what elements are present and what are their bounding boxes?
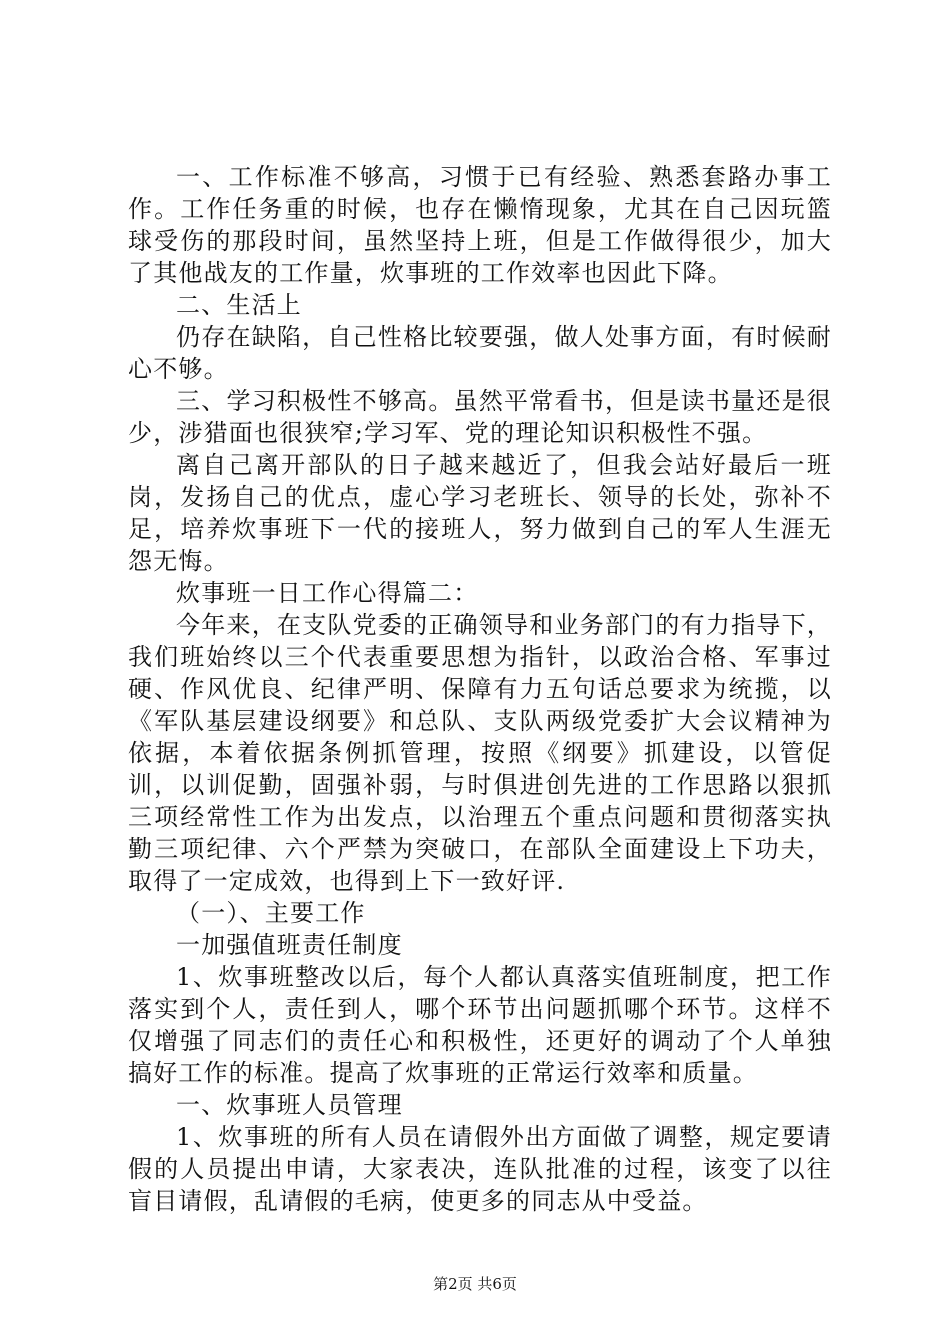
- heading-main-work: （一）、主要工作: [176, 899, 366, 927]
- document-body: [128, 161, 832, 1217]
- paragraph-shortcoming-1: 一、工作标准不够高，习惯于已有经验、熟悉套路办事工作。工作任务重的时候，也存在懒惰现象，尤其在自己因玩篮球受伤的那段时间，虽然坚持上班，但是工作做得很少，加大了其他战友的工作量，炊事班的工作效率也因此下降。: [128, 163, 832, 287]
- paragraph-duty-system: 1、炊事班整改以后，每个人都认真落实值班制度，把工作落实到个人，责任到人，哪个环节出问题抓哪个环节。这样不仅增强了同志们的责任心和积极性，还更好的调动了个人单独搞好工作的标准。提高了炊事班的正常运行效率和质量。: [128, 963, 832, 1087]
- paragraph-life: 仍存在缺陷，自己性格比较要强，做人处事方面，有时候耐心不够。: [128, 323, 832, 383]
- heading-part-two: 炊事班一日工作心得篇二：: [176, 579, 479, 607]
- heading-personnel: 一、炊事班人员管理: [176, 1091, 403, 1119]
- heading-life: 二、生活上: [176, 291, 302, 319]
- heading-duty-system: 一加强值班责任制度: [176, 931, 403, 959]
- paragraph-personnel: 1、炊事班的所有人员在请假外出方面做了调整，规定要请假的人员提出申请，大家表决，连队批准的过程，该变了以往盲目请假，乱请假的毛病，使更多的同志从中受益。: [128, 1123, 832, 1215]
- page-number-footer: 第2页 共6页: [433, 1275, 517, 1293]
- paragraph-closing: 离自己离开部队的日子越来越近了，但我会站好最后一班岗，发扬自己的优点，虚心学习老班长、领导的长处，弥补不足，培养炊事班下一代的接班人，努力做到自己的军人生涯无怨无悔。: [128, 451, 832, 575]
- paragraph-study: 三、学习积极性不够高。虽然平常看书，但是读书量还是很少，涉猎面也很狭窄;学习军、党的理论知识积极性不强。: [128, 387, 832, 447]
- paragraph-intro: 今年来，在支队党委的正确领导和业务部门的有力指导下，我们班始终以三个代表重要思想为指针，以政治合格、军事过硬、作风优良、纪律严明、保障有力五句话总要求为统揽，以《军队基层建设纲要》和总队、支队两级党委扩大会议精神为依据，本着依据条例抓管理，按照《纲要》抓建设，以管促训，以训促勤，固强补弱，与时俱进创先进的工作思路以狠抓三项经常性工作为出发点，以治理五个重点问题和贯彻落实执勤三项纪律、六个严禁为突破口，在部队全面建设上下功夫，取得了一定成效，也得到上下一致好评.: [128, 611, 832, 895]
